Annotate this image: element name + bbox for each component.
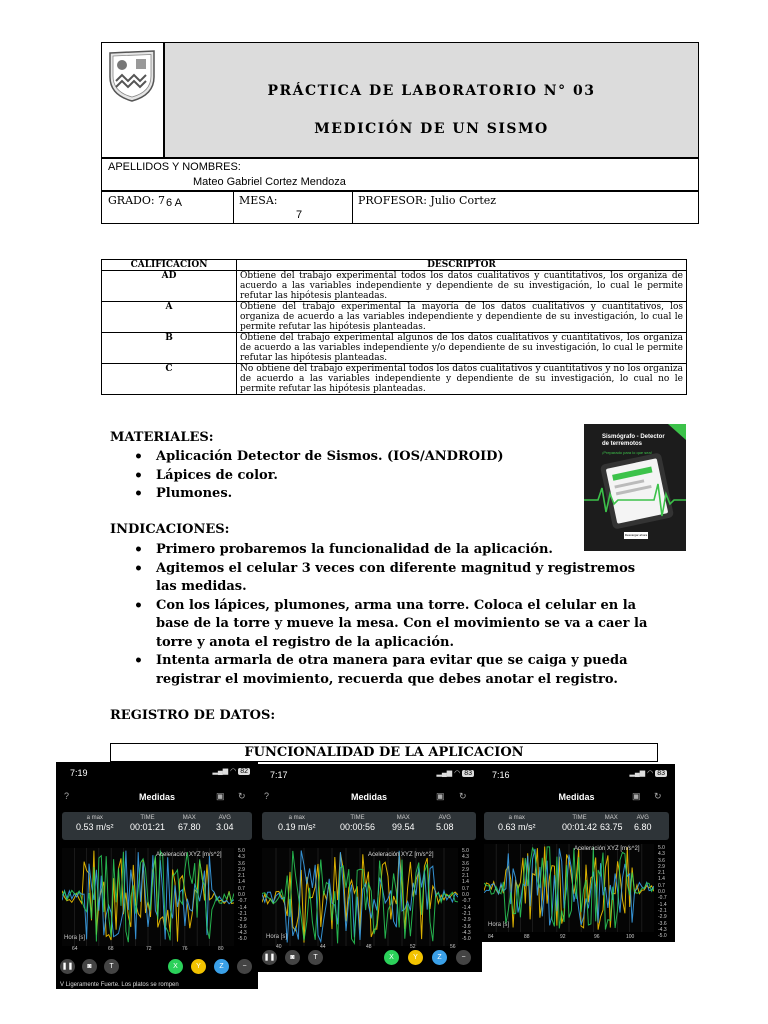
app-title: Medidas [138,792,175,802]
help-icon[interactable]: ? [264,791,270,801]
refresh-icon[interactable]: ↻ [238,791,246,801]
clock: 7:19 [70,768,88,778]
accel-waveform [62,848,234,946]
y-tick-label: -4.3 [462,929,471,936]
amax-value: 0.19 m/s² [278,822,316,832]
refresh-icon[interactable]: ↻ [459,791,467,801]
graph-label: Aceleración XYZ [m/s^2] [156,852,222,858]
clock: 7:16 [492,770,510,780]
page-title: PRÁCTICA DE LABORATORIO N° 03 [267,83,596,99]
max-value: 63.75 [600,822,623,832]
grade-cell [102,192,234,223]
y-tick-label: 4.3 [238,854,245,861]
battery-icon: ▂▄▆ ◠ 83 [436,770,472,777]
y-tick-label: -4.3 [658,926,667,933]
y-tick-label: 0.7 [658,882,665,889]
list-item: • Primero probaremos la funcionalidad de la aplicación. [110,541,650,560]
y-tick-label: -4.3 [238,929,247,936]
minus-button[interactable]: − [237,959,252,974]
camera-button[interactable]: ◙ [82,959,97,974]
avg-value: 6.80 [634,822,652,832]
y-tick-label: -2.1 [462,910,471,917]
grade-label: GRADO: 7 [108,194,166,207]
time-value: 00:01:42 [562,822,598,832]
rubric-level: B [102,333,237,364]
bottom-controls [256,950,482,966]
teacher-name: PROFESOR: Julio Cortez [358,194,497,207]
y-axis-ticks [462,848,471,942]
y-tick-label: -3.6 [238,923,247,930]
rubric-descriptor: Obtiene del trabajo experimental algunos de los datos cualitativos y cuantitativos, los organiza de acuerdo a las variables independiente y/o dependiente de su investigación, lo cual le permite refutar las hipótesis planteadas. [237,333,687,364]
accel-waveform [262,848,458,946]
pause-button[interactable]: ❚❚ [262,950,277,965]
y-tick-label: -3.6 [462,923,471,930]
y-tick-label: 0.0 [238,892,245,899]
data-heading: REGISTRO DE DATOS: [110,708,276,723]
list-item: • Plumones. [110,485,570,504]
rubric-level: A [102,302,237,333]
rubric-col-grade: CALIFICACION [102,260,237,271]
names-row [101,158,699,191]
list-item: • Con los lápices, plumones, arma una torre. Coloca el celular en la base de la torre y mueve la mesa. Con el movimiento se va a caer la torre y anota el registro de la aplicación. [110,597,650,653]
y-axis-ticks [658,845,667,939]
functionality-title: FUNCIONALIDAD DE LA APLICACION [110,743,658,762]
y-tick-label: 3.6 [238,860,245,867]
y-tick-label: -0.7 [658,895,667,902]
y-tick-label: 0.0 [462,892,469,899]
time-axis-label: Hora [s] [64,935,86,941]
amax-value: 0.63 m/s² [498,822,536,832]
y-tick-label: 5.0 [238,848,245,854]
rubric-level: C [102,364,237,395]
rubric-header-row [102,260,687,271]
y-tick-label: -5.0 [462,936,471,943]
y-tick-label: -3.6 [658,920,667,927]
y-axis-toggle[interactable]: Y [408,950,423,965]
materials-heading: MATERIALES: [110,430,214,445]
accel-waveform [484,844,654,932]
save-icon[interactable]: ▣ [436,791,445,801]
rubric-col-descriptor: DESCRIPTOR [237,260,687,271]
y-axis-toggle[interactable]: Y [191,959,206,974]
help-icon[interactable]: ? [64,791,70,801]
y-tick-label: 4.3 [462,854,469,861]
rubric-row [102,364,687,395]
y-tick-label: 5.0 [658,845,665,851]
rubric-row [102,333,687,364]
cover-tagline: ¡Preparado para lo que sea! [602,450,652,455]
time-axis-label: Hora [s] [266,934,288,940]
text-button[interactable]: T [104,959,119,974]
y-tick-label: 2.1 [462,873,469,880]
accel-graph [62,848,234,946]
phone-screenshot: 7:17 ▂▄▆ ◠ 83 ? Medidas ▣ ↻ a max 0.19 m/s² TIME 00:00:56 MAX 99.54 AVG 5.08 Aceleración XYZ [m/s^2] 5.0 4.3 3.6 2.9 2.1 1.4 0.7 0.0 -0.7 -1.4 -2.1 -2.9 -3.6 -4.3 -5.0 Hora [s] 40 44 48 52 56 ❚❚ ◙ T X Y Z − [256,764,482,972]
title-cell [164,42,699,158]
rubric-level: AD [102,271,237,302]
list-item: • Agitemos el celular 3 veces con diferente magnitud y registremos las medidas. [110,560,650,597]
table-label: MESA: [239,194,278,207]
z-axis-toggle[interactable]: Z [432,950,447,965]
y-tick-label: -0.7 [462,898,471,905]
y-tick-label: -5.0 [238,936,247,943]
y-tick-label: 0.7 [238,885,245,892]
cover-title-line1: Sismógrafo - Detector [602,434,665,440]
y-tick-label: 4.3 [658,851,665,858]
names-label: APELLIDOS Y NOMBRES: [108,161,241,173]
stats-card: a max 0.19 m/s² TIME 00:00:56 MAX 99.54 AVG 5.08 [262,812,476,840]
y-tick-label: -2.9 [238,917,247,924]
school-logo-cell [101,42,164,158]
y-tick-label: -2.1 [658,907,667,914]
y-tick-label: -2.9 [462,917,471,924]
y-tick-label: 2.1 [238,873,245,880]
battery-icon: ▂▄▆ ◠ 83 [629,770,665,777]
x-axis-toggle[interactable]: X [384,950,399,965]
y-tick-label: 0.0 [658,889,665,896]
y-tick-label: 1.4 [462,879,469,886]
rubric-descriptor: Obtiene del trabajo experimental la mayoría de los datos cualitativos y cuantitativos, los organiza de acuerdo a las variables independiente y dependiente de su investigación, lo cual le permite refutar las hipótesis planteadas. [237,302,687,333]
y-tick-label: -5.0 [658,933,667,940]
max-value: 67.80 [178,822,201,832]
graph-label: Aceleración XYZ [m/s^2] [368,852,434,858]
rubric-descriptor: No obtiene del trabajo experimental todos los datos cualitativos y cuantitativos y no los organiza de acuerdo a las variables independiente y dependiente de su investigación, lo cual no le permite refutar las hipótesis planteadas. [237,364,687,395]
y-tick-label: 2.9 [462,866,469,873]
z-axis-toggle[interactable]: Z [214,959,229,974]
refresh-icon[interactable]: ↻ [654,791,662,801]
minus-button[interactable]: − [456,950,471,965]
list-item: • Lápices de color. [110,467,570,486]
y-tick-label: 1.4 [658,876,665,883]
school-shield-icon [102,45,165,105]
time-axis-label: Hora [s] [488,922,510,928]
y-tick-label: 3.6 [658,857,665,864]
table-cell [233,192,353,223]
table-value: 7 [296,209,303,221]
page-subtitle: MEDICIÓN DE UN SISMO [314,121,549,137]
save-icon[interactable]: ▣ [632,791,641,801]
intensity-footer: V Ligeramente Fuerte. Los platos se rompen [60,982,179,988]
avg-value: 3.04 [216,822,234,832]
phone-screenshot: 7:19 ▂▄▆ ◠ 82 ? Medidas ▣ ↻ a max 0.53 m/s² TIME 00:01:21 MAX 67.80 AVG 3.04 Aceleración XYZ [m/s^2] 5.0 4.3 3.6 2.9 2.1 1.4 0.7 0.0 -0.7 -1.4 -2.1 -2.9 -3.6 -4.3 -5.0 Hora [s] 64 68 72 76 80 ❚❚ ◙ T X Y Z − V Ligeramente Fuerte. Los platos se rompen [56,762,258,989]
rubric-descriptor: Obtiene del trabajo experimental todos los datos cualitativos y cuantitativos, los organiza de acuerdo a las variables independiente y dependiente de su investigación, lo cual le permite refutar las hipótesis planteadas. [237,271,687,302]
amax-value: 0.53 m/s² [76,822,114,832]
instructions-heading: INDICACIONES: [110,522,230,537]
cover-title-line2: de terremotos [602,441,643,447]
pause-button[interactable]: ❚❚ [60,959,75,974]
y-tick-label: -1.4 [238,904,247,911]
app-cover-image [584,424,686,551]
cover-button: Descargar ahora [624,533,648,537]
time-value: 00:01:21 [130,822,166,832]
y-tick-label: 3.6 [462,860,469,867]
stats-card: a max 0.53 m/s² TIME 00:01:21 MAX 67.80 AVG 3.04 [62,812,252,840]
y-tick-label: -1.4 [462,904,471,911]
grade-row [101,191,699,224]
y-tick-label: 5.0 [462,848,469,854]
y-tick-label: -2.1 [238,910,247,917]
save-icon[interactable]: ▣ [216,791,225,801]
stats-card: a max 0.63 m/s² TIME 00:01:42 MAX 63.75 AVG 6.80 [484,812,669,840]
accel-graph [262,848,458,946]
x-axis-toggle[interactable]: X [168,959,183,974]
y-tick-label: -0.7 [238,898,247,905]
graph-label: Aceleración XYZ [m/s^2] [574,846,640,852]
y-tick-label: -1.4 [658,901,667,908]
materials-list [110,448,570,504]
grade-value: 6 A [166,197,182,209]
y-tick-label: -2.9 [658,914,667,921]
avg-value: 5.08 [436,822,454,832]
y-tick-label: 1.4 [238,879,245,886]
text-button[interactable]: T [308,950,323,965]
list-item: • Aplicación Detector de Sismos. (IOS/ANDROID) [110,448,570,467]
clock: 7:17 [270,770,288,780]
instructions-list [110,541,650,689]
app-title: Medidas [558,792,595,802]
max-value: 99.54 [392,822,415,832]
y-axis-ticks [238,848,247,942]
battery-icon: ▂▄▆ ◠ 82 [212,768,248,775]
y-tick-label: 0.7 [462,885,469,892]
phone-screenshot: 7:16 ▂▄▆ ◠ 83 Medidas ▣ ↻ a max 0.63 m/s² TIME 00:01:42 MAX 63.75 AVG 6.80 Aceleración XYZ [m/s^2] 5.0 4.3 3.6 2.9 2.1 1.4 0.7 0.0 -0.7 -1.4 -2.1 -2.9 -3.6 -4.3 -5.0 Hora [s] 84 88 92 96 100 [478,764,675,942]
y-tick-label: 2.9 [238,866,245,873]
list-item: • Intenta armarla de otra manera para evitar que se caiga y pueda registrar el movimiento, recuerda que debes anotar el registro. [110,652,650,689]
rubric-table [101,259,687,395]
y-tick-label: 2.9 [658,863,665,870]
camera-button[interactable]: ◙ [285,950,300,965]
y-tick-label: 2.1 [658,870,665,877]
rubric-row [102,271,687,302]
bottom-controls [56,959,258,975]
accel-graph [484,844,654,932]
rubric-row [102,302,687,333]
time-value: 00:00:56 [340,822,376,832]
app-title: Medidas [350,792,387,802]
student-name: Mateo Gabriel Cortez Mendoza [193,176,346,188]
